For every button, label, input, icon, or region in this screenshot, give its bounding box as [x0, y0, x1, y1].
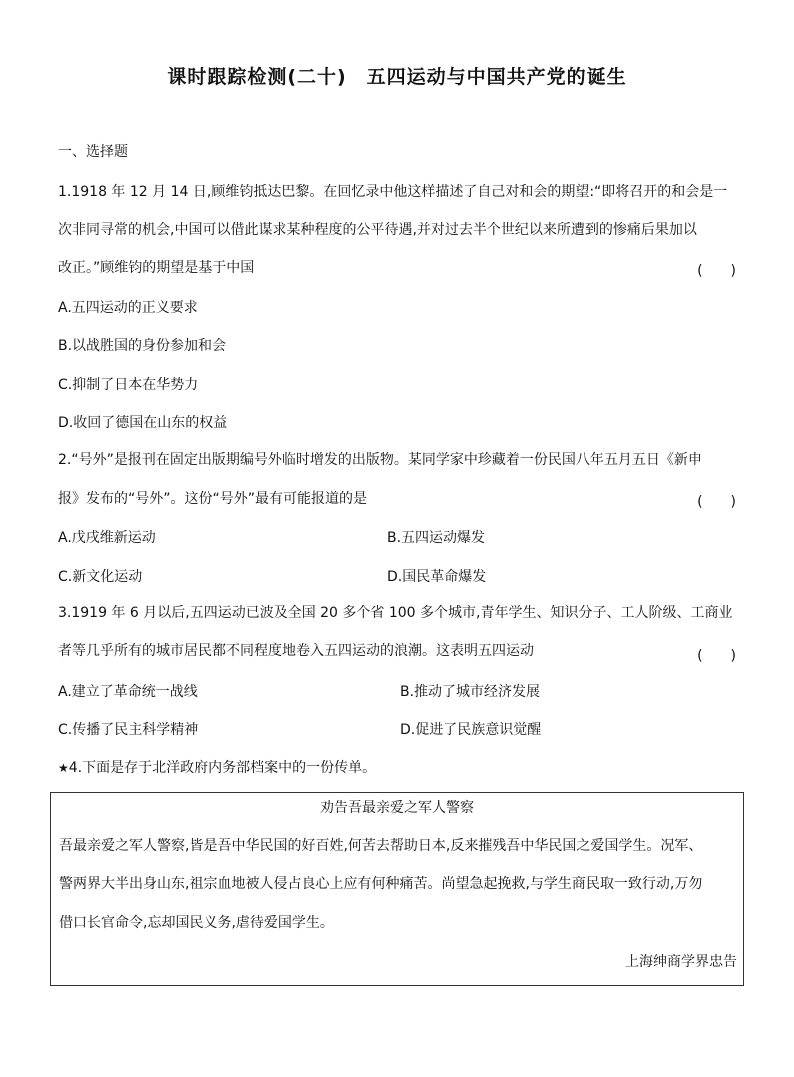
q3-option-c: C.传播了民主科学精神	[58, 722, 199, 738]
q1-answer-blank: ( )	[697, 263, 736, 279]
flyer-line-1: 吾最亲爱之军人警察,皆是吾中华民国的好百姓,何苦去帮助日本,反来摧残吾中华民国之爱国学生。况军、	[59, 838, 703, 854]
section-heading: 一、选择题	[58, 144, 128, 160]
q2-option-d: D.国民革命爆发	[387, 569, 487, 585]
flyer-line-3: 借口长官命令,忘却国民义务,虐待爱国学生。	[59, 915, 334, 931]
flyer-line-2: 警两界大半出身山东,祖宗血地被人侵占良心上应有何种痛苦。尚望急起挽救,与学生商民取一致行动,万勿	[59, 876, 703, 892]
q3-line-2: 者等几乎所有的城市居民都不同程度地卷入五四运动的浪潮。这表明五四运动	[58, 643, 534, 659]
q2-line-2: 报》发布的“号外”。这份“号外”最有可能报道的是	[58, 491, 368, 507]
flyer-box	[50, 792, 744, 986]
q4-text: 4.下面是存于北洋政府内务部档案中的一份传单。	[68, 760, 377, 776]
q2-option-c: C.新文化运动	[58, 569, 143, 585]
q2-answer-blank: ( )	[697, 494, 736, 510]
q3-option-a: A.建立了革命统一战线	[58, 684, 198, 700]
q3-answer-blank: ( )	[697, 648, 736, 664]
q1-option-c: C.抑制了日本在华势力	[58, 377, 199, 393]
q2-line-1: 2.“号外”是报刊在固定出版期编号外临时增发的出版物。某同学家中珍藏着一份民国八年五月五日《新申	[58, 452, 702, 468]
q3-option-d: D.促进了民族意识觉醒	[400, 722, 542, 738]
page-title: 课时跟踪检测(二十) 五四运动与中国共产党的诞生	[167, 66, 627, 88]
q1-line-3: 改正。”顾维钧的期望是基于中国	[58, 260, 255, 276]
q4-line	[58, 758, 376, 778]
q1-line-1: 1.1918 年 12 月 14 日,顾维钧抵达巴黎。在回忆录中他这样描述了自己对和会的期望:“即将召开的和会是一	[58, 184, 728, 200]
q1-line-2: 次非同寻常的机会,中国可以借此谋求某种程度的公平待遇,并对过去半个世纪以来所遭到的惨痛后果加以	[58, 222, 697, 238]
q2-option-a: A.戊戌维新运动	[58, 530, 156, 546]
flyer-signature: 上海绅商学界忠告	[625, 954, 737, 970]
q1-option-b: B.以战胜国的身份参加和会	[58, 338, 227, 354]
q1-option-d: D.收回了德国在山东的权益	[58, 415, 228, 431]
q3-line-1: 3.1919 年 6 月以后,五四运动已波及全国 20 多个省 100 多个城市,青年学生、知识分子、工人阶级、工商业	[58, 605, 733, 621]
star-icon: ★	[58, 761, 69, 775]
q2-option-b: B.五四运动爆发	[387, 530, 486, 546]
q1-option-a: A.五四运动的正义要求	[58, 300, 198, 316]
q3-option-b: B.推动了城市经济发展	[400, 684, 541, 700]
flyer-title: 劝告吾最亲爱之军人警察	[320, 800, 474, 816]
